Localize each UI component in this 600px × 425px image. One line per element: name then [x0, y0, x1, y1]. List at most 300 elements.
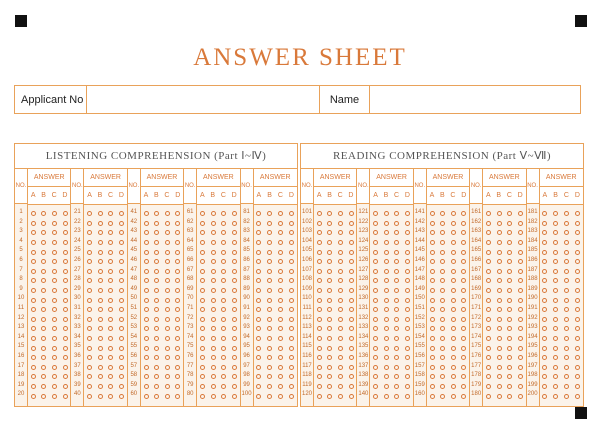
bubble-d[interactable]	[119, 298, 124, 303]
bubble-c[interactable]	[52, 326, 57, 331]
bubble-a[interactable]	[486, 230, 491, 235]
bubble-a[interactable]	[317, 269, 322, 274]
bubble-a[interactable]	[144, 326, 149, 331]
bubble-c[interactable]	[108, 278, 113, 283]
bubble-c[interactable]	[108, 240, 113, 245]
bubble-a[interactable]	[486, 326, 491, 331]
bubble-a[interactable]	[373, 365, 378, 370]
bubble-b[interactable]	[440, 384, 445, 389]
bubble-c[interactable]	[564, 346, 569, 351]
bubble-d[interactable]	[575, 365, 580, 370]
bubble-a[interactable]	[317, 374, 322, 379]
bubble-d[interactable]	[232, 259, 237, 264]
bubble-b[interactable]	[154, 211, 159, 216]
bubble-d[interactable]	[175, 346, 180, 351]
bubble-b[interactable]	[211, 346, 216, 351]
bubble-b[interactable]	[98, 259, 103, 264]
bubble-a[interactable]	[373, 355, 378, 360]
bubble-a[interactable]	[200, 307, 205, 312]
bubble-b[interactable]	[384, 355, 389, 360]
bubble-b[interactable]	[98, 374, 103, 379]
bubble-b[interactable]	[553, 278, 558, 283]
bubble-d[interactable]	[119, 365, 124, 370]
bubble-c[interactable]	[278, 394, 283, 399]
bubble-c[interactable]	[221, 288, 226, 293]
bubble-b[interactable]	[154, 250, 159, 255]
bubble-d[interactable]	[119, 336, 124, 341]
bubble-d[interactable]	[461, 240, 466, 245]
bubble-d[interactable]	[405, 317, 410, 322]
bubble-d[interactable]	[175, 336, 180, 341]
bubble-a[interactable]	[200, 221, 205, 226]
bubble-b[interactable]	[384, 346, 389, 351]
bubble-c[interactable]	[394, 384, 399, 389]
bubble-b[interactable]	[154, 374, 159, 379]
bubble-c[interactable]	[165, 374, 170, 379]
bubble-a[interactable]	[256, 230, 261, 235]
bubble-c[interactable]	[451, 278, 456, 283]
bubble-d[interactable]	[405, 384, 410, 389]
bubble-c[interactable]	[52, 355, 57, 360]
bubble-d[interactable]	[119, 269, 124, 274]
bubble-b[interactable]	[497, 250, 502, 255]
bubble-d[interactable]	[232, 317, 237, 322]
bubble-d[interactable]	[289, 288, 294, 293]
bubble-b[interactable]	[154, 307, 159, 312]
bubble-c[interactable]	[394, 298, 399, 303]
bubble-c[interactable]	[507, 221, 512, 226]
bubble-d[interactable]	[575, 336, 580, 341]
bubble-a[interactable]	[542, 384, 547, 389]
bubble-b[interactable]	[41, 394, 46, 399]
bubble-d[interactable]	[461, 307, 466, 312]
bubble-a[interactable]	[542, 259, 547, 264]
bubble-b[interactable]	[440, 298, 445, 303]
bubble-b[interactable]	[327, 346, 332, 351]
bubble-c[interactable]	[278, 250, 283, 255]
bubble-d[interactable]	[575, 259, 580, 264]
bubble-c[interactable]	[507, 298, 512, 303]
bubble-d[interactable]	[461, 355, 466, 360]
bubble-b[interactable]	[267, 326, 272, 331]
bubble-d[interactable]	[175, 288, 180, 293]
bubble-d[interactable]	[289, 394, 294, 399]
bubble-c[interactable]	[338, 336, 343, 341]
bubble-d[interactable]	[63, 259, 68, 264]
bubble-b[interactable]	[211, 394, 216, 399]
bubble-c[interactable]	[278, 336, 283, 341]
bubble-b[interactable]	[41, 326, 46, 331]
bubble-b[interactable]	[384, 221, 389, 226]
bubble-c[interactable]	[108, 374, 113, 379]
bubble-a[interactable]	[430, 259, 435, 264]
bubble-a[interactable]	[542, 288, 547, 293]
bubble-b[interactable]	[98, 221, 103, 226]
bubble-d[interactable]	[461, 365, 466, 370]
bubble-c[interactable]	[451, 346, 456, 351]
bubble-b[interactable]	[154, 384, 159, 389]
bubble-c[interactable]	[221, 355, 226, 360]
bubble-c[interactable]	[52, 317, 57, 322]
bubble-c[interactable]	[221, 230, 226, 235]
bubble-a[interactable]	[317, 365, 322, 370]
bubble-b[interactable]	[497, 346, 502, 351]
bubble-d[interactable]	[175, 269, 180, 274]
bubble-b[interactable]	[497, 269, 502, 274]
bubble-c[interactable]	[394, 336, 399, 341]
bubble-d[interactable]	[518, 384, 523, 389]
bubble-b[interactable]	[553, 346, 558, 351]
bubble-a[interactable]	[144, 221, 149, 226]
bubble-b[interactable]	[98, 240, 103, 245]
bubble-a[interactable]	[542, 250, 547, 255]
bubble-a[interactable]	[317, 240, 322, 245]
bubble-b[interactable]	[154, 346, 159, 351]
bubble-c[interactable]	[507, 336, 512, 341]
bubble-b[interactable]	[327, 326, 332, 331]
bubble-a[interactable]	[200, 250, 205, 255]
bubble-b[interactable]	[211, 211, 216, 216]
bubble-d[interactable]	[461, 317, 466, 322]
bubble-a[interactable]	[317, 259, 322, 264]
bubble-c[interactable]	[564, 298, 569, 303]
bubble-a[interactable]	[256, 288, 261, 293]
bubble-c[interactable]	[338, 230, 343, 235]
bubble-c[interactable]	[221, 259, 226, 264]
bubble-a[interactable]	[200, 355, 205, 360]
bubble-b[interactable]	[267, 278, 272, 283]
bubble-c[interactable]	[278, 326, 283, 331]
bubble-b[interactable]	[553, 240, 558, 245]
bubble-d[interactable]	[289, 278, 294, 283]
bubble-c[interactable]	[165, 211, 170, 216]
bubble-a[interactable]	[317, 326, 322, 331]
bubble-a[interactable]	[31, 259, 36, 264]
bubble-a[interactable]	[256, 374, 261, 379]
bubble-b[interactable]	[267, 250, 272, 255]
bubble-d[interactable]	[289, 336, 294, 341]
bubble-a[interactable]	[31, 221, 36, 226]
bubble-d[interactable]	[518, 346, 523, 351]
bubble-c[interactable]	[564, 326, 569, 331]
bubble-a[interactable]	[200, 278, 205, 283]
bubble-a[interactable]	[486, 384, 491, 389]
bubble-a[interactable]	[542, 346, 547, 351]
bubble-c[interactable]	[394, 259, 399, 264]
bubble-c[interactable]	[451, 394, 456, 399]
bubble-c[interactable]	[564, 336, 569, 341]
bubble-a[interactable]	[144, 384, 149, 389]
bubble-b[interactable]	[497, 259, 502, 264]
bubble-d[interactable]	[63, 221, 68, 226]
bubble-a[interactable]	[144, 307, 149, 312]
bubble-b[interactable]	[497, 365, 502, 370]
bubble-b[interactable]	[497, 288, 502, 293]
bubble-b[interactable]	[41, 221, 46, 226]
bubble-a[interactable]	[373, 336, 378, 341]
bubble-b[interactable]	[327, 278, 332, 283]
bubble-c[interactable]	[52, 221, 57, 226]
bubble-d[interactable]	[289, 298, 294, 303]
bubble-c[interactable]	[52, 240, 57, 245]
bubble-c[interactable]	[564, 365, 569, 370]
bubble-c[interactable]	[278, 278, 283, 283]
bubble-a[interactable]	[373, 230, 378, 235]
bubble-c[interactable]	[338, 259, 343, 264]
bubble-d[interactable]	[349, 298, 354, 303]
bubble-a[interactable]	[144, 346, 149, 351]
bubble-c[interactable]	[165, 326, 170, 331]
bubble-c[interactable]	[108, 394, 113, 399]
bubble-a[interactable]	[317, 317, 322, 322]
bubble-c[interactable]	[394, 374, 399, 379]
bubble-c[interactable]	[165, 221, 170, 226]
bubble-c[interactable]	[338, 298, 343, 303]
bubble-a[interactable]	[486, 374, 491, 379]
bubble-a[interactable]	[486, 355, 491, 360]
bubble-b[interactable]	[267, 307, 272, 312]
bubble-a[interactable]	[31, 317, 36, 322]
bubble-b[interactable]	[154, 298, 159, 303]
bubble-b[interactable]	[267, 211, 272, 216]
bubble-d[interactable]	[575, 221, 580, 226]
bubble-d[interactable]	[349, 288, 354, 293]
bubble-d[interactable]	[119, 259, 124, 264]
bubble-c[interactable]	[451, 230, 456, 235]
bubble-c[interactable]	[564, 307, 569, 312]
bubble-b[interactable]	[384, 374, 389, 379]
bubble-a[interactable]	[430, 250, 435, 255]
bubble-a[interactable]	[31, 336, 36, 341]
bubble-b[interactable]	[327, 288, 332, 293]
bubble-c[interactable]	[278, 307, 283, 312]
bubble-b[interactable]	[41, 259, 46, 264]
bubble-c[interactable]	[394, 394, 399, 399]
bubble-b[interactable]	[267, 269, 272, 274]
bubble-a[interactable]	[87, 240, 92, 245]
bubble-b[interactable]	[211, 259, 216, 264]
bubble-b[interactable]	[41, 346, 46, 351]
bubble-b[interactable]	[440, 307, 445, 312]
bubble-d[interactable]	[63, 298, 68, 303]
bubble-d[interactable]	[349, 394, 354, 399]
bubble-a[interactable]	[486, 259, 491, 264]
bubble-a[interactable]	[200, 259, 205, 264]
bubble-d[interactable]	[575, 211, 580, 216]
bubble-b[interactable]	[327, 336, 332, 341]
bubble-c[interactable]	[165, 355, 170, 360]
bubble-b[interactable]	[384, 384, 389, 389]
bubble-a[interactable]	[317, 211, 322, 216]
bubble-b[interactable]	[497, 211, 502, 216]
bubble-d[interactable]	[289, 230, 294, 235]
bubble-c[interactable]	[564, 250, 569, 255]
bubble-d[interactable]	[518, 221, 523, 226]
bubble-a[interactable]	[317, 394, 322, 399]
bubble-a[interactable]	[430, 230, 435, 235]
bubble-c[interactable]	[394, 326, 399, 331]
bubble-a[interactable]	[430, 336, 435, 341]
bubble-a[interactable]	[87, 269, 92, 274]
bubble-b[interactable]	[98, 250, 103, 255]
bubble-a[interactable]	[256, 365, 261, 370]
bubble-a[interactable]	[542, 374, 547, 379]
bubble-c[interactable]	[394, 211, 399, 216]
bubble-a[interactable]	[87, 336, 92, 341]
bubble-d[interactable]	[289, 269, 294, 274]
bubble-a[interactable]	[373, 259, 378, 264]
bubble-c[interactable]	[221, 317, 226, 322]
bubble-d[interactable]	[119, 230, 124, 235]
bubble-c[interactable]	[451, 326, 456, 331]
bubble-a[interactable]	[31, 307, 36, 312]
bubble-c[interactable]	[507, 307, 512, 312]
bubble-c[interactable]	[221, 250, 226, 255]
bubble-b[interactable]	[384, 298, 389, 303]
bubble-d[interactable]	[63, 346, 68, 351]
bubble-d[interactable]	[575, 230, 580, 235]
bubble-d[interactable]	[349, 278, 354, 283]
bubble-a[interactable]	[200, 346, 205, 351]
bubble-d[interactable]	[575, 317, 580, 322]
bubble-a[interactable]	[256, 211, 261, 216]
bubble-d[interactable]	[232, 211, 237, 216]
bubble-b[interactable]	[98, 346, 103, 351]
bubble-d[interactable]	[289, 259, 294, 264]
bubble-d[interactable]	[119, 307, 124, 312]
bubble-a[interactable]	[373, 384, 378, 389]
bubble-a[interactable]	[486, 288, 491, 293]
bubble-b[interactable]	[384, 269, 389, 274]
bubble-d[interactable]	[63, 326, 68, 331]
bubble-b[interactable]	[384, 326, 389, 331]
bubble-a[interactable]	[87, 230, 92, 235]
bubble-b[interactable]	[98, 365, 103, 370]
bubble-a[interactable]	[430, 211, 435, 216]
bubble-d[interactable]	[461, 288, 466, 293]
bubble-c[interactable]	[394, 278, 399, 283]
bubble-d[interactable]	[349, 211, 354, 216]
bubble-a[interactable]	[87, 374, 92, 379]
bubble-c[interactable]	[507, 269, 512, 274]
bubble-c[interactable]	[451, 221, 456, 226]
bubble-b[interactable]	[384, 288, 389, 293]
bubble-d[interactable]	[575, 355, 580, 360]
bubble-c[interactable]	[52, 269, 57, 274]
bubble-c[interactable]	[338, 365, 343, 370]
bubble-d[interactable]	[518, 278, 523, 283]
bubble-b[interactable]	[267, 346, 272, 351]
bubble-d[interactable]	[518, 355, 523, 360]
bubble-b[interactable]	[440, 250, 445, 255]
bubble-d[interactable]	[119, 326, 124, 331]
bubble-d[interactable]	[63, 365, 68, 370]
bubble-c[interactable]	[451, 374, 456, 379]
bubble-a[interactable]	[542, 317, 547, 322]
bubble-a[interactable]	[87, 317, 92, 322]
bubble-a[interactable]	[542, 326, 547, 331]
bubble-b[interactable]	[384, 317, 389, 322]
bubble-a[interactable]	[31, 384, 36, 389]
bubble-b[interactable]	[98, 288, 103, 293]
bubble-a[interactable]	[373, 211, 378, 216]
bubble-c[interactable]	[52, 346, 57, 351]
bubble-d[interactable]	[232, 221, 237, 226]
bubble-a[interactable]	[144, 269, 149, 274]
bubble-b[interactable]	[440, 346, 445, 351]
bubble-c[interactable]	[165, 250, 170, 255]
bubble-b[interactable]	[384, 259, 389, 264]
bubble-d[interactable]	[63, 317, 68, 322]
bubble-c[interactable]	[507, 355, 512, 360]
bubble-c[interactable]	[108, 317, 113, 322]
bubble-d[interactable]	[232, 269, 237, 274]
bubble-d[interactable]	[405, 326, 410, 331]
bubble-c[interactable]	[108, 346, 113, 351]
bubble-c[interactable]	[451, 259, 456, 264]
bubble-d[interactable]	[289, 365, 294, 370]
bubble-c[interactable]	[108, 298, 113, 303]
bubble-c[interactable]	[108, 221, 113, 226]
bubble-d[interactable]	[63, 307, 68, 312]
bubble-a[interactable]	[31, 346, 36, 351]
bubble-a[interactable]	[430, 240, 435, 245]
bubble-d[interactable]	[349, 374, 354, 379]
bubble-b[interactable]	[98, 317, 103, 322]
bubble-c[interactable]	[108, 307, 113, 312]
bubble-b[interactable]	[267, 230, 272, 235]
bubble-b[interactable]	[154, 288, 159, 293]
bubble-a[interactable]	[256, 221, 261, 226]
bubble-b[interactable]	[440, 336, 445, 341]
bubble-a[interactable]	[486, 317, 491, 322]
bubble-d[interactable]	[575, 394, 580, 399]
bubble-d[interactable]	[518, 230, 523, 235]
bubble-b[interactable]	[267, 240, 272, 245]
bubble-d[interactable]	[518, 326, 523, 331]
bubble-d[interactable]	[575, 298, 580, 303]
bubble-c[interactable]	[221, 269, 226, 274]
bubble-a[interactable]	[144, 355, 149, 360]
bubble-d[interactable]	[405, 250, 410, 255]
bubble-a[interactable]	[87, 259, 92, 264]
bubble-d[interactable]	[518, 288, 523, 293]
bubble-c[interactable]	[338, 355, 343, 360]
bubble-d[interactable]	[461, 384, 466, 389]
bubble-a[interactable]	[87, 307, 92, 312]
bubble-d[interactable]	[119, 211, 124, 216]
bubble-c[interactable]	[394, 346, 399, 351]
bubble-a[interactable]	[87, 250, 92, 255]
bubble-c[interactable]	[338, 250, 343, 255]
bubble-b[interactable]	[98, 384, 103, 389]
bubble-d[interactable]	[232, 250, 237, 255]
bubble-a[interactable]	[144, 259, 149, 264]
bubble-b[interactable]	[154, 240, 159, 245]
bubble-b[interactable]	[327, 221, 332, 226]
bubble-a[interactable]	[486, 240, 491, 245]
bubble-c[interactable]	[52, 307, 57, 312]
bubble-b[interactable]	[41, 230, 46, 235]
bubble-b[interactable]	[440, 240, 445, 245]
bubble-c[interactable]	[338, 346, 343, 351]
bubble-a[interactable]	[430, 288, 435, 293]
bubble-d[interactable]	[232, 336, 237, 341]
bubble-a[interactable]	[486, 307, 491, 312]
bubble-c[interactable]	[451, 240, 456, 245]
bubble-d[interactable]	[175, 278, 180, 283]
bubble-d[interactable]	[518, 374, 523, 379]
